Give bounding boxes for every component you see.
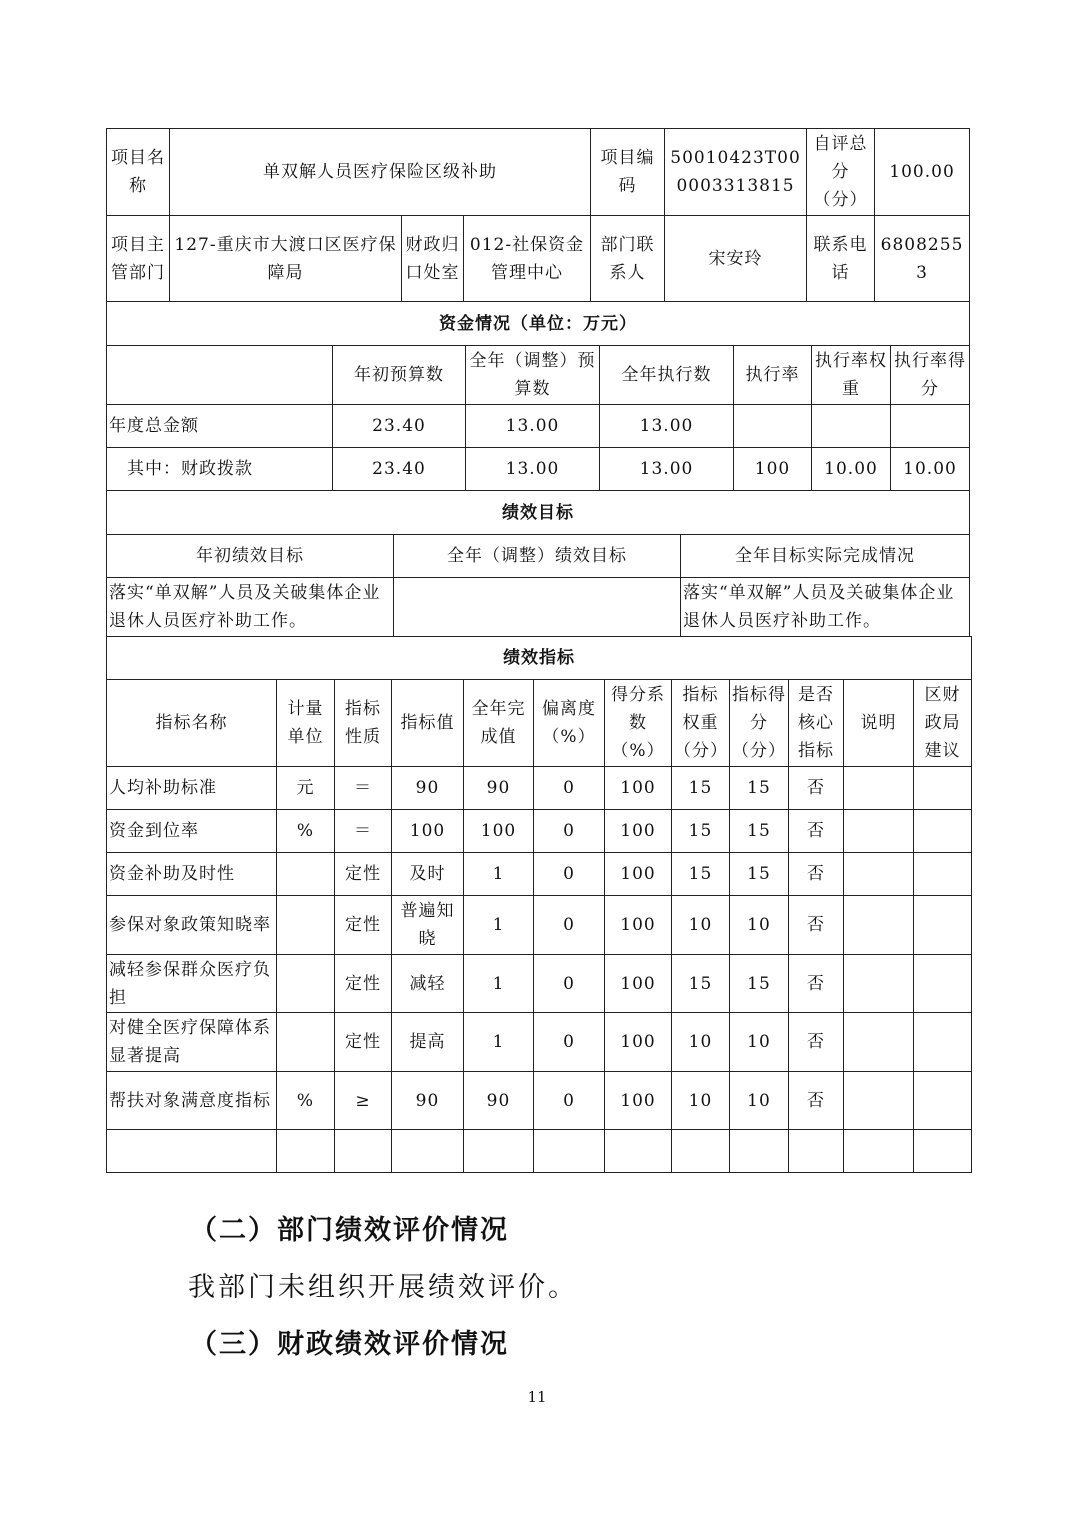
indicator-cell: 减轻 xyxy=(392,955,464,1013)
indicator-cell: 100 xyxy=(605,1072,672,1130)
indicator-cell: ＝ xyxy=(335,767,392,810)
indicators-header: 全年完成值 xyxy=(464,680,534,767)
indicator-cell: 15 xyxy=(672,955,730,1013)
indicator-cell: 100 xyxy=(392,810,464,853)
indicator-cell xyxy=(672,1130,730,1173)
indicator-cell xyxy=(789,1130,844,1173)
indicator-cell xyxy=(844,767,914,810)
indicator-cell: 15 xyxy=(730,955,789,1013)
indicator-cell: 15 xyxy=(730,810,789,853)
indicator-cell: 否 xyxy=(789,810,844,853)
indicator-cell: 定性 xyxy=(335,955,392,1013)
funds-row-label: 其中：财政拨款 xyxy=(107,448,333,491)
table-row xyxy=(107,1013,972,1072)
page-number: 11 xyxy=(527,1388,547,1406)
self-score-value: 100.00 xyxy=(875,129,970,216)
indicator-cell: 15 xyxy=(672,767,730,810)
indicator-cell: 否 xyxy=(789,896,844,955)
funds-cell: 100 xyxy=(734,448,812,491)
indicators-header: 指标得分（分） xyxy=(730,680,789,767)
indicator-cell: 100 xyxy=(464,810,534,853)
indicator-cell xyxy=(844,853,914,896)
table-row xyxy=(107,955,972,1013)
indicator-cell: 定性 xyxy=(335,1013,392,1072)
indicator-cell: 0 xyxy=(534,896,605,955)
indicators-header: 得分系数（%） xyxy=(605,680,672,767)
table-row xyxy=(107,767,972,810)
contact-label: 部门联系人 xyxy=(591,216,665,302)
indicator-cell: 否 xyxy=(789,1072,844,1130)
indicator-name: 资金补助及时性 xyxy=(107,853,277,896)
indicator-cell: 10 xyxy=(672,1072,730,1130)
indicator-cell xyxy=(914,1130,972,1173)
indicator-cell: 0 xyxy=(534,853,605,896)
paragraph-dept-eval: 我部门未组织开展绩效评价。 xyxy=(188,1272,578,1303)
funds-table xyxy=(106,301,970,491)
indicator-cell: 90 xyxy=(464,767,534,810)
funds-header: 年初预算数 xyxy=(333,346,466,405)
goals-header: 年初绩效目标 xyxy=(107,535,394,578)
indicator-cell xyxy=(914,955,972,1013)
office-value: 012-社保资金管理中心 xyxy=(464,216,591,302)
indicator-cell: 否 xyxy=(789,955,844,1013)
funds-cell: 10.00 xyxy=(812,448,891,491)
indicator-cell: % xyxy=(277,1072,335,1130)
indicator-cell xyxy=(534,1130,605,1173)
indicator-cell xyxy=(914,853,972,896)
indicators-header: 指标名称 xyxy=(107,680,277,767)
funds-cell: 13.00 xyxy=(466,405,600,448)
funds-header: 执行率得分 xyxy=(891,346,970,405)
goals-adjusted xyxy=(394,578,681,637)
funds-row xyxy=(107,405,970,448)
indicator-cell: 0 xyxy=(534,955,605,1013)
indicator-cell: 100 xyxy=(605,853,672,896)
indicators-title: 绩效指标 xyxy=(107,637,972,680)
indicator-cell xyxy=(914,896,972,955)
table-row xyxy=(107,896,972,955)
goals-header: 全年目标实际完成情况 xyxy=(681,535,970,578)
indicator-cell: 否 xyxy=(789,1013,844,1072)
indicators-body xyxy=(107,767,972,1173)
indicator-name: 人均补助标准 xyxy=(107,767,277,810)
indicator-name xyxy=(107,1130,277,1173)
indicators-header: 是否核心指标 xyxy=(789,680,844,767)
indicator-cell xyxy=(464,1130,534,1173)
phone-label: 联系电话 xyxy=(807,216,875,302)
funds-header: 执行率 xyxy=(734,346,812,405)
section-heading-dept-eval: （二）部门绩效评价情况 xyxy=(190,1215,509,1246)
indicator-cell xyxy=(277,853,335,896)
indicator-cell: 100 xyxy=(605,955,672,1013)
indicator-name: 参保对象政策知晓率 xyxy=(107,896,277,955)
indicator-cell: 1 xyxy=(464,1013,534,1072)
indicators-header: 指标权重（分） xyxy=(672,680,730,767)
indicator-cell: 15 xyxy=(672,853,730,896)
indicators-header: 计量单位 xyxy=(277,680,335,767)
indicator-cell xyxy=(914,1072,972,1130)
funds-cell: 13.00 xyxy=(600,405,734,448)
indicator-cell: 100 xyxy=(605,810,672,853)
funds-cell: 13.00 xyxy=(600,448,734,491)
funds-cell: 23.40 xyxy=(333,405,466,448)
funds-header: 全年（调整）预算数 xyxy=(466,346,600,405)
funds-cell: 10.00 xyxy=(891,448,970,491)
indicators-header: 说明 xyxy=(844,680,914,767)
funds-cell: 23.40 xyxy=(333,448,466,491)
indicator-cell: ≥ xyxy=(335,1072,392,1130)
goals-initial: 落实“单双解”人员及关破集体企业退休人员医疗补助工作。 xyxy=(107,578,394,637)
indicator-name: 对健全医疗保障体系显著提高 xyxy=(107,1013,277,1072)
dept-label: 项目主管部门 xyxy=(107,216,170,302)
project-code-value: 50010423T000003313815 xyxy=(665,129,807,216)
project-code-label: 项目编码 xyxy=(591,129,665,216)
funds-row xyxy=(107,448,970,491)
indicator-name: 帮扶对象满意度指标 xyxy=(107,1072,277,1130)
indicator-cell: 1 xyxy=(464,955,534,1013)
indicators-header: 指标性质 xyxy=(335,680,392,767)
indicator-cell: 元 xyxy=(277,767,335,810)
indicator-cell xyxy=(335,1130,392,1173)
indicator-cell xyxy=(844,1013,914,1072)
funds-header: 全年执行数 xyxy=(600,346,734,405)
table-row xyxy=(107,1130,972,1173)
indicator-cell xyxy=(277,1013,335,1072)
project-name-label: 项目名称 xyxy=(107,129,170,216)
indicator-cell xyxy=(844,1130,914,1173)
indicator-cell: 定性 xyxy=(335,853,392,896)
indicator-cell xyxy=(914,1013,972,1072)
indicator-cell: 否 xyxy=(789,767,844,810)
indicator-cell: 10 xyxy=(730,1072,789,1130)
goals-title: 绩效目标 xyxy=(107,491,970,535)
indicators-header: 指标值 xyxy=(392,680,464,767)
indicator-cell: 普遍知晓 xyxy=(392,896,464,955)
funds-row-label: 年度总金额 xyxy=(107,405,333,448)
indicator-cell: 定性 xyxy=(335,896,392,955)
funds-cell: 13.00 xyxy=(466,448,600,491)
indicator-cell xyxy=(914,810,972,853)
indicator-cell: 否 xyxy=(789,853,844,896)
goals-header: 全年（调整）绩效目标 xyxy=(394,535,681,578)
indicator-cell: 1 xyxy=(464,896,534,955)
indicator-cell xyxy=(730,1130,789,1173)
indicators-table xyxy=(106,636,972,1173)
indicator-cell: 0 xyxy=(534,767,605,810)
project-info-table xyxy=(106,128,970,302)
phone-value: 68082553 xyxy=(875,216,970,302)
indicator-name: 资金到位率 xyxy=(107,810,277,853)
indicator-cell: 90 xyxy=(392,1072,464,1130)
funds-cell xyxy=(812,405,891,448)
table-row xyxy=(107,1072,972,1130)
indicator-cell: 及时 xyxy=(392,853,464,896)
funds-cell xyxy=(734,405,812,448)
indicator-cell xyxy=(277,1130,335,1173)
goals-actual: 落实“单双解”人员及关破集体企业退休人员医疗补助工作。 xyxy=(681,578,970,637)
office-label: 财政归口处室 xyxy=(402,216,464,302)
section-heading-finance-eval: （三）财政绩效评价情况 xyxy=(190,1329,509,1360)
indicator-cell: 90 xyxy=(464,1072,534,1130)
indicator-cell xyxy=(844,1072,914,1130)
self-score-label: 自评总分（分） xyxy=(807,129,875,216)
indicator-cell: ＝ xyxy=(335,810,392,853)
indicator-cell: 0 xyxy=(534,1013,605,1072)
indicators-header: 区财政局建议 xyxy=(914,680,972,767)
dept-value: 127-重庆市大渡口区医疗保障局 xyxy=(170,216,402,302)
indicator-name: 减轻参保群众医疗负担 xyxy=(107,955,277,1013)
indicator-cell: 10 xyxy=(730,1013,789,1072)
project-name-value: 单双解人员医疗保险区级补助 xyxy=(170,129,591,216)
table-row xyxy=(107,810,972,853)
funds-cell xyxy=(891,405,970,448)
indicators-header: 偏离度（%） xyxy=(534,680,605,767)
indicator-cell: 1 xyxy=(464,853,534,896)
indicator-cell: 100 xyxy=(605,1013,672,1072)
indicator-cell xyxy=(277,955,335,1013)
indicator-cell xyxy=(844,955,914,1013)
indicator-cell: 15 xyxy=(730,767,789,810)
indicator-cell xyxy=(844,896,914,955)
indicator-cell xyxy=(844,810,914,853)
indicator-cell: 0 xyxy=(534,1072,605,1130)
indicator-cell: 0 xyxy=(534,810,605,853)
contact-value: 宋安玲 xyxy=(665,216,807,302)
indicator-cell: 100 xyxy=(605,767,672,810)
indicator-cell: 100 xyxy=(605,896,672,955)
funds-header-blank xyxy=(107,346,333,405)
goals-table xyxy=(106,490,970,637)
indicator-cell: % xyxy=(277,810,335,853)
indicator-cell: 10 xyxy=(672,896,730,955)
indicator-cell: 90 xyxy=(392,767,464,810)
indicator-cell xyxy=(392,1130,464,1173)
indicator-cell xyxy=(914,767,972,810)
indicator-cell xyxy=(605,1130,672,1173)
indicator-cell: 提高 xyxy=(392,1013,464,1072)
indicator-cell: 15 xyxy=(672,810,730,853)
indicator-cell: 10 xyxy=(730,896,789,955)
table-row xyxy=(107,853,972,896)
indicator-cell xyxy=(277,896,335,955)
funds-header: 执行率权重 xyxy=(812,346,891,405)
indicator-cell: 15 xyxy=(730,853,789,896)
indicator-cell: 10 xyxy=(672,1013,730,1072)
funds-title: 资金情况（单位：万元） xyxy=(107,302,970,346)
